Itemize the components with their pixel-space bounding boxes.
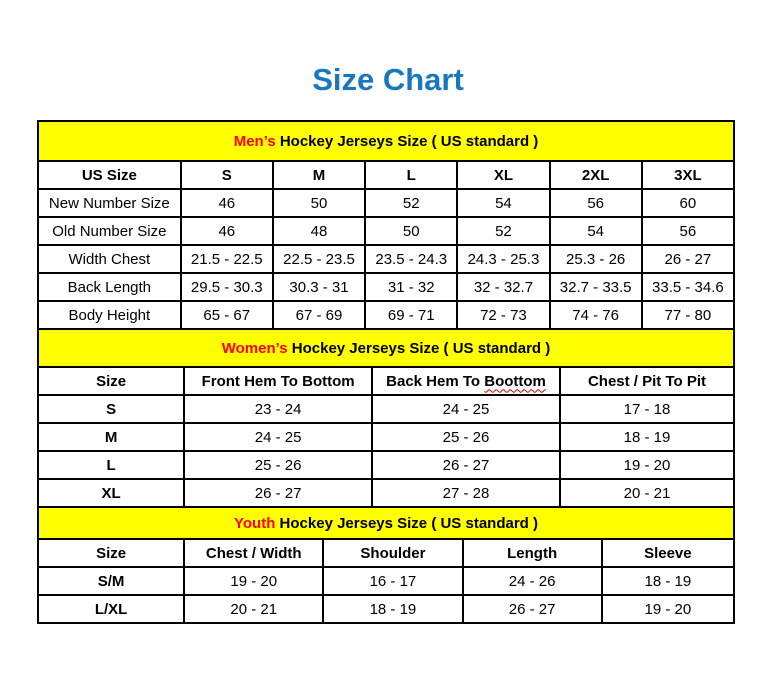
mens-value-cell: 22.5 - 23.5 <box>273 245 365 273</box>
womens-value-cell: 26 - 27 <box>372 451 560 479</box>
mens-table-row <box>38 245 734 273</box>
mens-column-header: XL <box>457 161 549 189</box>
youth-caption-highlight: Youth <box>234 514 276 532</box>
womens-table-row <box>38 479 734 507</box>
mens-table-row <box>38 301 734 329</box>
youth-size-table <box>37 506 735 624</box>
mens-header-row <box>38 161 734 189</box>
mens-value-cell: 56 <box>642 217 734 245</box>
womens-value-cell: 23 - 24 <box>184 395 372 423</box>
mens-caption <box>38 121 734 161</box>
mens-value-cell: 30.3 - 31 <box>273 273 365 301</box>
mens-column-header: US Size <box>38 161 181 189</box>
womens-row-label: L <box>38 451 184 479</box>
womens-caption <box>38 329 734 367</box>
mens-value-cell: 46 <box>181 217 273 245</box>
mens-value-cell: 29.5 - 30.3 <box>181 273 273 301</box>
page-title: Size Chart <box>312 62 464 97</box>
mens-value-cell: 52 <box>365 189 457 217</box>
youth-column-header: Length <box>463 539 602 567</box>
mens-caption-text: Hockey Jerseys Size ( US standard ) <box>275 132 539 150</box>
youth-value-cell: 19 - 20 <box>602 595 734 623</box>
mens-row-label: New Number Size <box>38 189 181 217</box>
mens-column-header: 2XL <box>550 161 642 189</box>
womens-value-cell: 24 - 25 <box>184 423 372 451</box>
mens-value-cell: 67 - 69 <box>273 301 365 329</box>
mens-table-row <box>38 189 734 217</box>
mens-column-header: L <box>365 161 457 189</box>
womens-size-table <box>37 328 735 508</box>
youth-table-row <box>38 595 734 623</box>
youth-row-label: L/XL <box>38 595 184 623</box>
womens-value-cell: 19 - 20 <box>560 451 734 479</box>
youth-caption-row <box>38 507 734 539</box>
youth-value-cell: 26 - 27 <box>463 595 602 623</box>
mens-caption-row <box>38 121 734 161</box>
womens-column-header <box>372 367 560 395</box>
mens-value-cell: 21.5 - 22.5 <box>181 245 273 273</box>
womens-column-header: Chest / Pit To Pit <box>560 367 734 395</box>
youth-value-cell: 18 - 19 <box>602 567 734 595</box>
womens-row-label: XL <box>38 479 184 507</box>
womens-row-label: M <box>38 423 184 451</box>
womens-value-cell: 20 - 21 <box>560 479 734 507</box>
youth-value-cell: 18 - 19 <box>323 595 462 623</box>
youth-value-cell: 19 - 20 <box>184 567 323 595</box>
mens-value-cell: 69 - 71 <box>365 301 457 329</box>
mens-column-header: M <box>273 161 365 189</box>
mens-value-cell: 50 <box>273 189 365 217</box>
mens-caption-highlight: Men’s <box>233 132 276 150</box>
womens-value-cell: 25 - 26 <box>372 423 560 451</box>
mens-column-header: S <box>181 161 273 189</box>
mens-value-cell: 26 - 27 <box>642 245 734 273</box>
size-tables-container <box>37 120 735 624</box>
womens-table-row <box>38 395 734 423</box>
womens-value-cell: 25 - 26 <box>184 451 372 479</box>
youth-caption <box>38 507 734 539</box>
mens-value-cell: 25.3 - 26 <box>550 245 642 273</box>
youth-row-label: S/M <box>38 567 184 595</box>
mens-value-cell: 31 - 32 <box>365 273 457 301</box>
mens-value-cell: 60 <box>642 189 734 217</box>
mens-value-cell: 32.7 - 33.5 <box>550 273 642 301</box>
mens-size-table <box>37 120 735 330</box>
mens-value-cell: 65 - 67 <box>181 301 273 329</box>
youth-header-row <box>38 539 734 567</box>
womens-value-cell: 24 - 25 <box>372 395 560 423</box>
youth-value-cell: 20 - 21 <box>184 595 323 623</box>
mens-value-cell: 54 <box>550 217 642 245</box>
womens-table-row <box>38 423 734 451</box>
womens-column-header: Size <box>38 367 184 395</box>
mens-value-cell: 54 <box>457 189 549 217</box>
womens-value-cell: 18 - 19 <box>560 423 734 451</box>
mens-value-cell: 72 - 73 <box>457 301 549 329</box>
womens-caption-text: Hockey Jerseys Size ( US standard ) <box>287 339 551 357</box>
mens-row-label: Back Length <box>38 273 181 301</box>
youth-column-header: Chest / Width <box>184 539 323 567</box>
womens-header-row <box>38 367 734 395</box>
womens-column-header: Front Hem To Bottom <box>184 367 372 395</box>
youth-column-header: Sleeve <box>602 539 734 567</box>
youth-column-header: Size <box>38 539 184 567</box>
mens-value-cell: 74 - 76 <box>550 301 642 329</box>
mens-value-cell: 33.5 - 34.6 <box>642 273 734 301</box>
youth-value-cell: 16 - 17 <box>323 567 462 595</box>
mens-value-cell: 23.5 - 24.3 <box>365 245 457 273</box>
womens-value-cell: 27 - 28 <box>372 479 560 507</box>
mens-value-cell: 56 <box>550 189 642 217</box>
womens-value-cell: 17 - 18 <box>560 395 734 423</box>
mens-value-cell: 52 <box>457 217 549 245</box>
mens-row-label: Body Height <box>38 301 181 329</box>
mens-value-cell: 46 <box>181 189 273 217</box>
mens-value-cell: 50 <box>365 217 457 245</box>
mens-value-cell: 32 - 32.7 <box>457 273 549 301</box>
womens-column-header-text: Back Hem To <box>386 372 485 390</box>
mens-table-row <box>38 273 734 301</box>
mens-column-header: 3XL <box>642 161 734 189</box>
youth-table-row <box>38 567 734 595</box>
mens-value-cell: 24.3 - 25.3 <box>457 245 549 273</box>
mens-row-label: Width Chest <box>38 245 181 273</box>
womens-table-row <box>38 451 734 479</box>
mens-row-label: Old Number Size <box>38 217 181 245</box>
mens-value-cell: 77 - 80 <box>642 301 734 329</box>
womens-caption-highlight: Women’s <box>221 339 288 357</box>
youth-column-header: Shoulder <box>323 539 462 567</box>
youth-caption-text: Hockey Jerseys Size ( US standard ) <box>275 514 538 532</box>
mens-value-cell: 48 <box>273 217 365 245</box>
mens-table-row <box>38 217 734 245</box>
womens-caption-row <box>38 329 734 367</box>
womens-row-label: S <box>38 395 184 423</box>
youth-value-cell: 24 - 26 <box>463 567 602 595</box>
womens-value-cell: 26 - 27 <box>184 479 372 507</box>
misspelled-word: Boottom <box>484 372 546 390</box>
